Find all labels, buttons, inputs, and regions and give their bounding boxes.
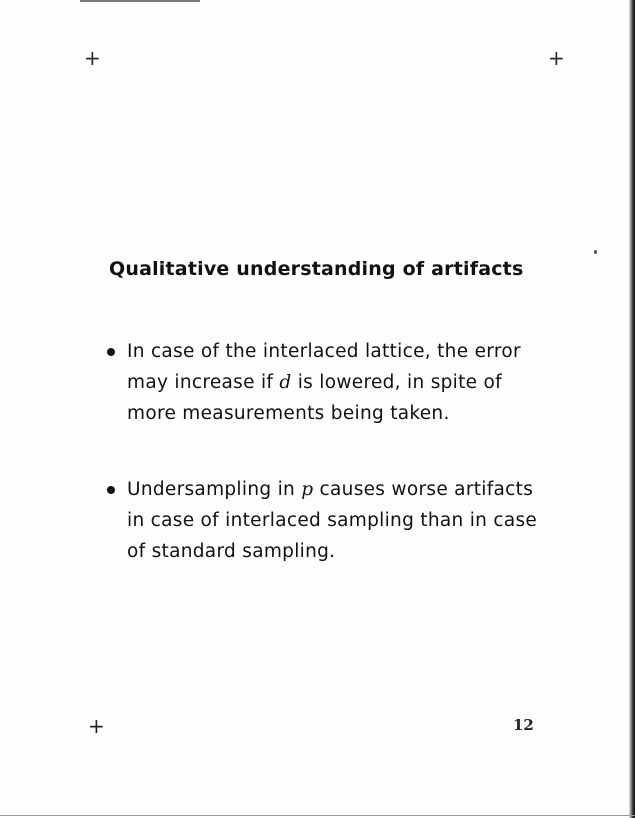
bullet-line: In case of the interlaced lattice, the error [127, 341, 521, 362]
bullet-line: is lowered, in spite of [291, 372, 502, 393]
bullet-line: Undersampling in [127, 479, 302, 500]
crop-mark-top-left: + [84, 46, 101, 70]
bullet-list [105, 336, 575, 612]
bullet-line: in case of interlaced sampling than in case [127, 510, 538, 531]
bullet-line: causes worse artifacts [313, 479, 534, 500]
bullet-item-interlaced-lattice [105, 336, 575, 429]
slide-title: Qualitative understanding of artifacts [109, 258, 524, 280]
bullet-line: more measurements being taken. [127, 403, 450, 424]
scan-edge-bottom [0, 815, 635, 816]
crop-mark-top-right: + [548, 46, 565, 70]
crop-mark-bottom-left: + [88, 714, 105, 738]
bullet-dot-icon [107, 486, 115, 494]
scan-edge-right [629, 0, 635, 818]
page-number: 12 [513, 716, 534, 734]
bullet-item-undersampling [105, 474, 575, 567]
scan-edge-top [80, 0, 200, 2]
math-variable-p: p [301, 479, 314, 500]
scan-speck [594, 250, 597, 254]
bullet-line: of standard sampling. [127, 541, 336, 562]
math-variable-d: d [279, 372, 292, 393]
bullet-dot-icon [107, 348, 115, 356]
bullet-line: may increase if [127, 372, 280, 393]
